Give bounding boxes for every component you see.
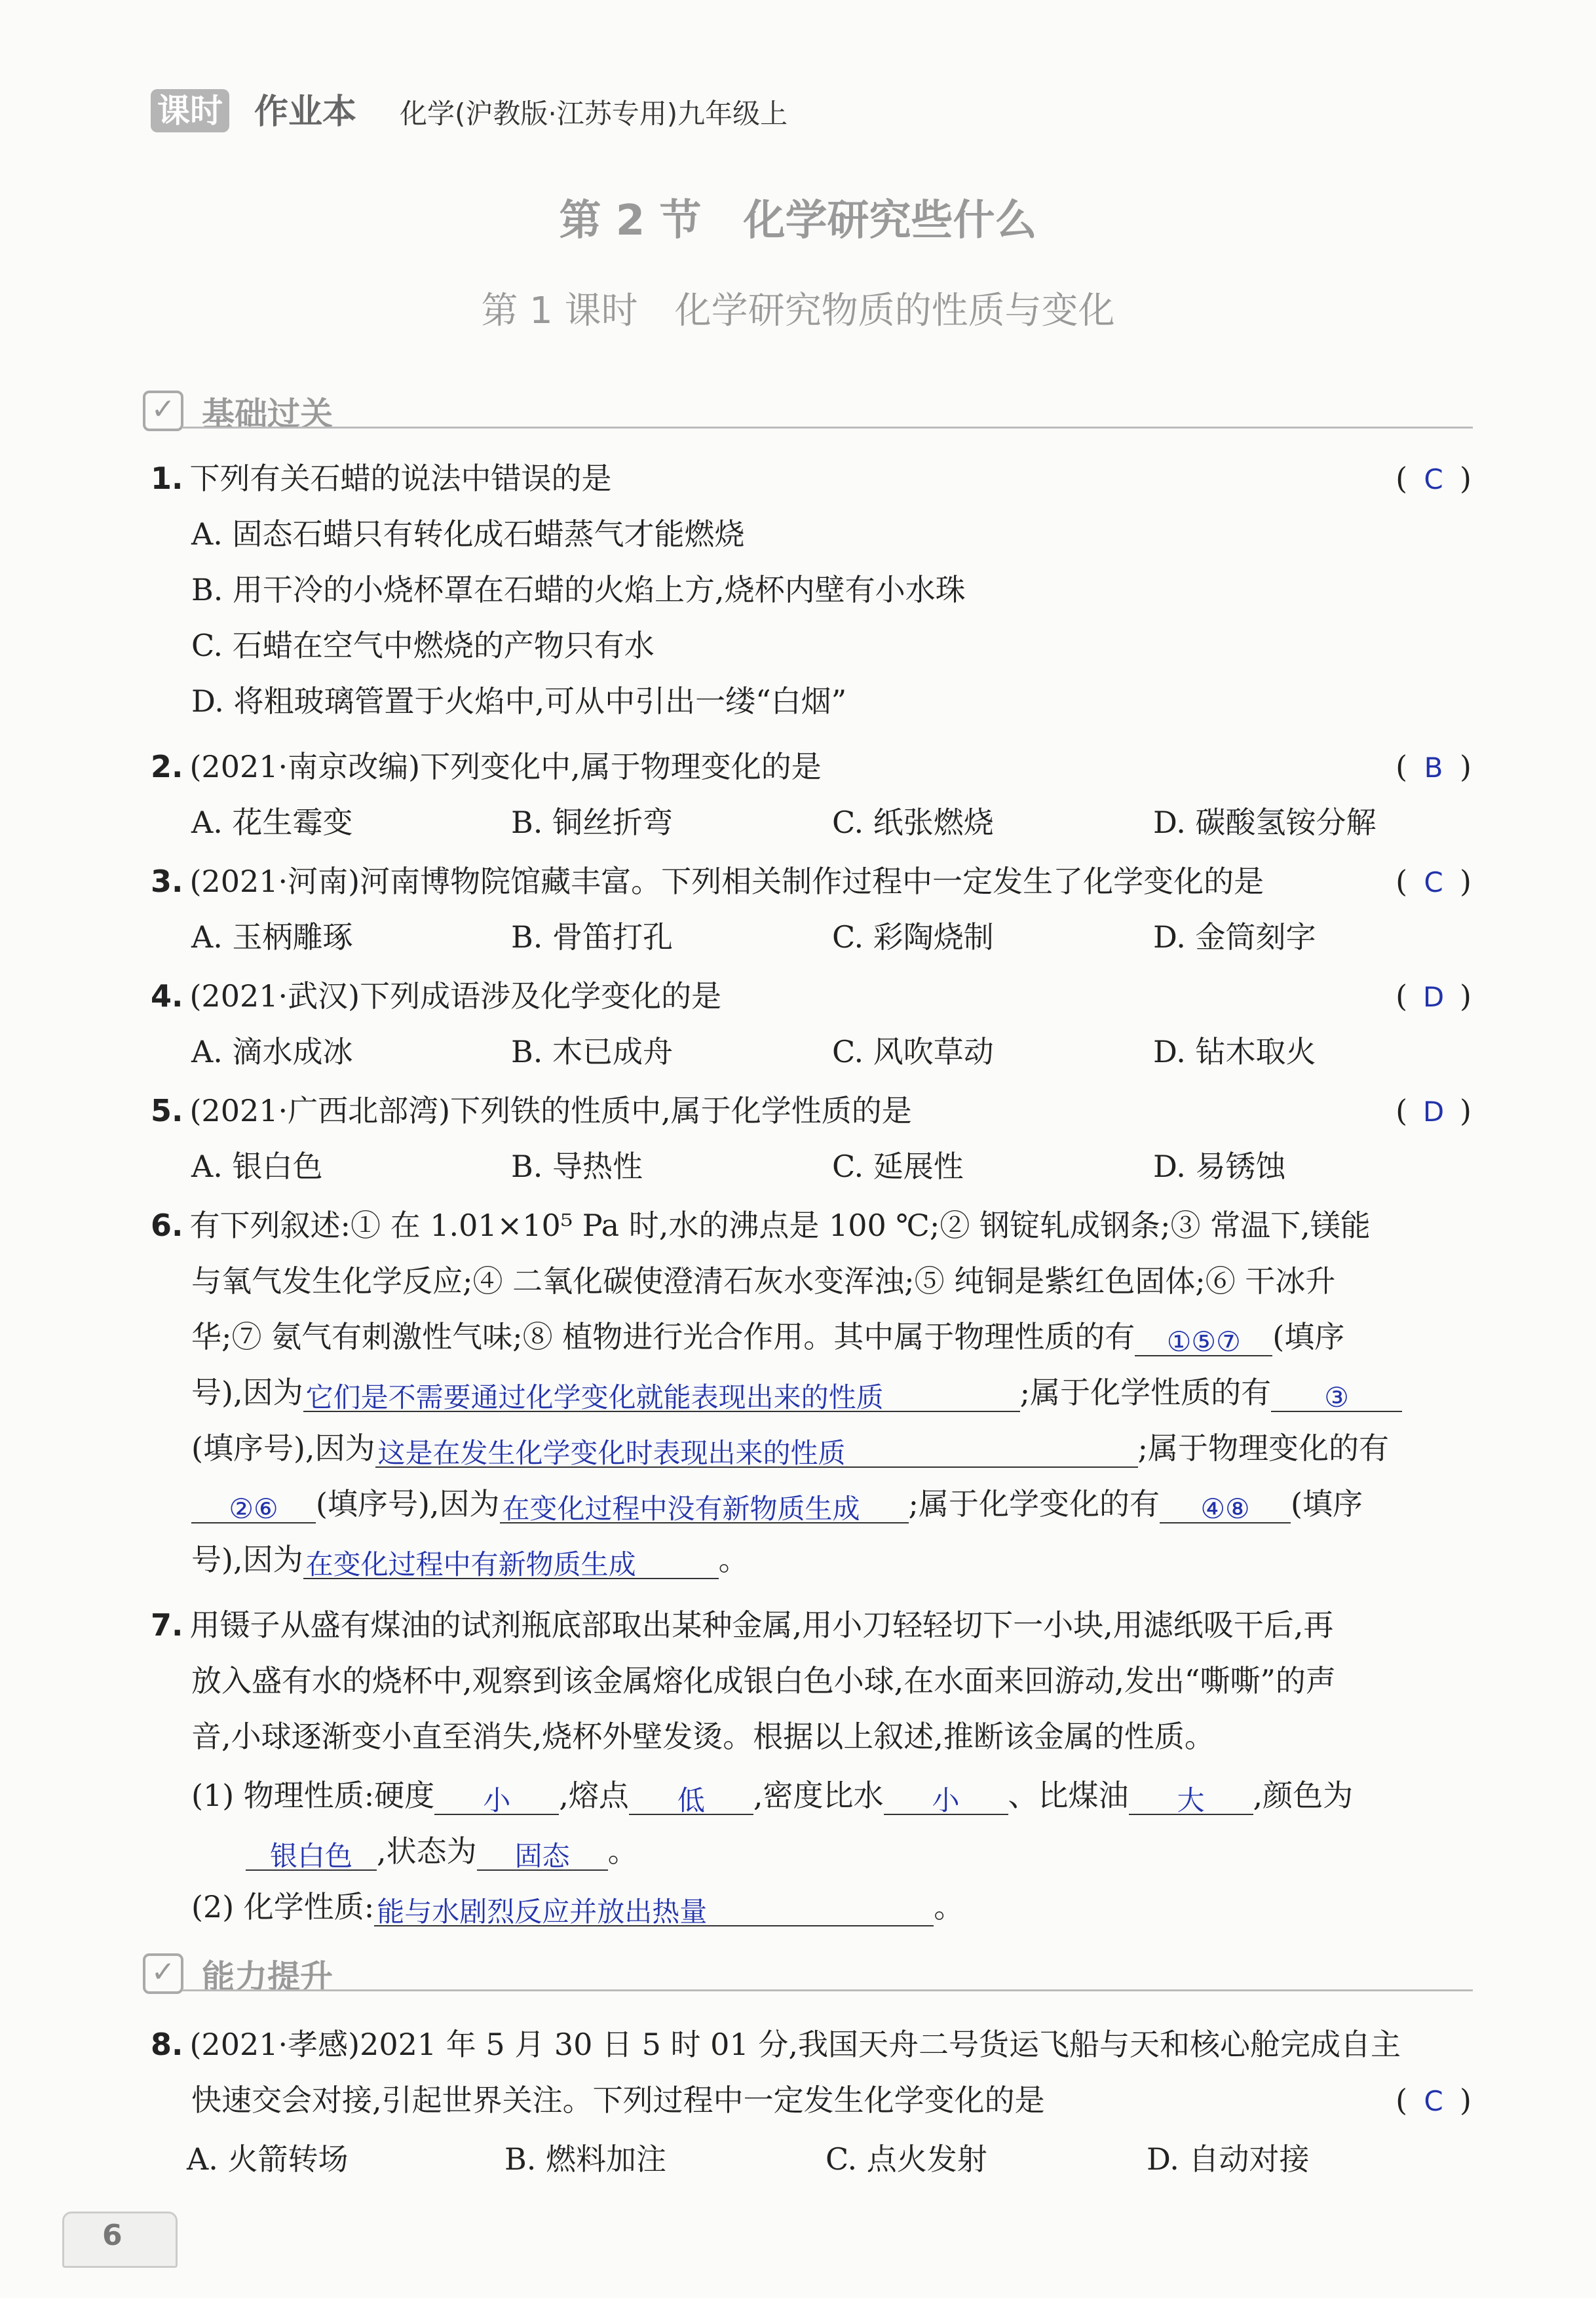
option: A. 火箭转场 <box>187 2141 349 2177</box>
header <box>151 85 1068 138</box>
section-ability-title: 能力提升 <box>202 1958 333 1996</box>
question-stem: (2021·河南)河南博物院馆藏丰富。下列相关制作过程中一定发生了化学变化的是 <box>189 864 1264 899</box>
fill-blank <box>1129 1780 1253 1815</box>
header-book: 作业本 <box>254 92 357 132</box>
fill-blank <box>303 1544 719 1579</box>
checkmark-icon: ✓ <box>143 1953 183 1994</box>
option: C. 风吹草动 <box>832 1034 994 1069</box>
question-7-part-1-cont <box>246 1831 638 1871</box>
handwritten-answer: ④⑧ <box>1200 1493 1250 1525</box>
question-text: (填序 <box>1272 1319 1345 1354</box>
section-basic-title: 基础过关 <box>202 395 333 433</box>
question-text: ,状态为 <box>377 1833 477 1869</box>
question-7-line: 放入盛有水的烧杯中,观察到该金属熔化成银白色小球,在水面来回游动,发出“嘶嘶”的声 <box>191 1663 1336 1698</box>
option: B. 导热性 <box>511 1149 643 1184</box>
checkmark-icon: ✓ <box>143 391 183 431</box>
fill-blank <box>1271 1377 1402 1412</box>
answer-bracket: ( C ) <box>1396 2080 1472 2121</box>
answer-bracket: ( C ) <box>1396 862 1472 902</box>
handwritten-answer: ①⑤⑦ <box>1166 1326 1241 1358</box>
lesson-title: 第 1 课时 化学研究物质的性质与变化 <box>481 290 1115 332</box>
question-number: 8. <box>151 2027 183 2062</box>
question-text: (2) 化学性质: <box>191 1889 375 1925</box>
question-text: (2021·孝感)2021 年 5 月 30 日 5 时 01 分,我国天舟二号货运飞船与天和核心舱完成自主 <box>189 2027 1401 2062</box>
page-number: 6 <box>102 2219 123 2252</box>
question-text: (填序号),因为 <box>316 1486 500 1522</box>
question-6-line <box>151 1206 1371 1245</box>
question-number: 7. <box>151 1607 183 1643</box>
answer: C <box>1424 2085 1443 2117</box>
option: B. 燃料加注 <box>504 2141 667 2177</box>
fill-blank <box>375 1432 1138 1468</box>
section-title: 第 2 节 化学研究些什么 <box>559 197 1037 245</box>
question-text: 、比煤油 <box>1008 1778 1129 1813</box>
fill-blank <box>629 1780 753 1815</box>
question-text: 号),因为 <box>191 1542 303 1577</box>
option: A. 银白色 <box>191 1149 323 1184</box>
handwritten-answer: 这是在发生化学变化时表现出来的性质 <box>377 1437 846 1469</box>
question-text: 。 <box>607 1833 638 1869</box>
option: A. 固态石蜡只有转化成石蜡蒸气才能燃烧 <box>191 516 745 552</box>
handwritten-answer: 小 <box>483 1784 511 1816</box>
fill-blank <box>303 1377 1020 1412</box>
handwritten-answer: ②⑥ <box>229 1493 278 1525</box>
answer: D <box>1422 981 1445 1013</box>
question-7-part-2 <box>191 1887 964 1926</box>
option: B. 用干冷的小烧杯罩在石蜡的火焰上方,烧杯内壁有小水珠 <box>191 572 966 607</box>
question-text: 用镊子从盛有煤油的试剂瓶底部取出某种金属,用小刀轻轻切下一小块,用滤纸吸干后,再 <box>189 1607 1334 1643</box>
section-basic <box>143 387 1473 432</box>
fill-blank <box>477 1835 608 1871</box>
question-text: ,颜色为 <box>1253 1778 1354 1813</box>
question-text: 号),因为 <box>191 1375 303 1410</box>
handwritten-answer: 在变化过程中没有新物质生成 <box>502 1493 860 1525</box>
handwritten-answer: 低 <box>677 1784 705 1816</box>
fill-blank <box>246 1835 377 1871</box>
divider <box>182 1989 1473 1991</box>
question-6-line <box>191 1428 1389 1468</box>
question-8-line: 快速交会对接,引起世界关注。下列过程中一定发生化学变化的是 <box>191 2082 1045 2118</box>
question-7-line: 音,小球逐渐变小直至消失,烧杯外壁发烫。根据以上叙述,推断该金属的性质。 <box>191 1719 1215 1754</box>
question-text: ;属于化学性质的有 <box>1019 1375 1272 1410</box>
handwritten-answer: 在变化过程中有新物质生成 <box>305 1548 636 1580</box>
header-logo: 课时 <box>151 89 229 132</box>
question-6-line <box>191 1373 1402 1412</box>
question-stem: (2021·武汉)下列成语涉及化学变化的是 <box>189 978 722 1014</box>
handwritten-answer: 它们是不需要通过化学变化就能表现出来的性质 <box>305 1381 884 1413</box>
question-4 <box>151 976 721 1016</box>
option: B. 铜丝折弯 <box>511 805 674 840</box>
fill-blank <box>1160 1488 1291 1523</box>
question-text: 有下列叙述:① 在 1.01×10⁵ Pa 时,水的沸点是 100 ℃;② 钢锭轧成钢条;③ 常温下,镁能 <box>189 1208 1371 1243</box>
answer: C <box>1424 866 1443 898</box>
question-text: ;属于化学变化的有 <box>908 1486 1160 1522</box>
question-text: ;属于物理变化的有 <box>1137 1430 1390 1466</box>
question-text: ,密度比水 <box>753 1778 884 1813</box>
question-number: 5. <box>151 1093 183 1128</box>
question-text: 。 <box>718 1542 749 1577</box>
option: C. 点火发射 <box>826 2141 987 2177</box>
answer-bracket: ( D ) <box>1396 1091 1472 1132</box>
question-stem: (2021·广西北部湾)下列铁的性质中,属于化学性质的是 <box>189 1093 912 1128</box>
fill-blank <box>191 1488 316 1523</box>
question-text: ,熔点 <box>559 1778 629 1813</box>
option: C. 彩陶烧制 <box>832 919 994 955</box>
handwritten-answer: 大 <box>1177 1784 1205 1816</box>
handwritten-answer: 能与水剧烈反应并放出热量 <box>377 1896 708 1928</box>
option: C. 石蜡在空气中燃烧的产物只有水 <box>191 628 655 663</box>
page-number-badge <box>62 2212 178 2268</box>
question-text: (填序号),因为 <box>191 1430 375 1466</box>
question-7-line <box>151 1605 1333 1645</box>
option: D. 钻木取火 <box>1153 1034 1316 1069</box>
answer-bracket: ( C ) <box>1396 459 1472 499</box>
handwritten-answer: 小 <box>932 1784 960 1816</box>
section-ability <box>143 1949 1473 1995</box>
option: B. 骨笛打孔 <box>511 919 674 955</box>
divider <box>182 427 1473 429</box>
question-5 <box>151 1091 912 1130</box>
handwritten-answer: 银白色 <box>269 1840 352 1872</box>
answer-bracket: ( D ) <box>1396 976 1472 1017</box>
question-number: 4. <box>151 978 183 1014</box>
option: D. 金筒刻字 <box>1153 919 1316 955</box>
question-6-line <box>191 1484 1363 1523</box>
question-text: (1) 物理性质:硬度 <box>191 1778 435 1813</box>
question-stem: 下列有关石蜡的说法中错误的是 <box>189 461 612 496</box>
question-6-line <box>191 1540 749 1579</box>
header-subject: 化学(沪教版·江苏专用)九年级上 <box>400 98 788 130</box>
question-stem: (2021·南京改编)下列变化中,属于物理变化的是 <box>189 749 822 784</box>
answer-bracket: ( B ) <box>1396 747 1472 788</box>
option: A. 滴水成冰 <box>191 1034 353 1069</box>
fill-blank <box>374 1891 934 1926</box>
handwritten-answer: 固态 <box>514 1840 570 1872</box>
question-text: 。 <box>934 1889 964 1925</box>
answer: B <box>1424 752 1443 784</box>
option: A. 花生霉变 <box>191 805 353 840</box>
option: C. 延展性 <box>832 1149 964 1184</box>
question-2 <box>151 747 822 786</box>
answer: C <box>1424 463 1443 495</box>
question-7-part-1 <box>191 1776 1353 1815</box>
option: A. 玉柄雕琢 <box>191 919 353 955</box>
option: D. 碳酸氢铵分解 <box>1153 805 1377 840</box>
question-1 <box>151 459 611 498</box>
option: C. 纸张燃烧 <box>832 805 994 840</box>
fill-blank <box>884 1780 1008 1815</box>
question-6-line: 与氧气发生化学反应;④ 二氧化碳使澄清石灰水变浑浊;⑤ 纯铜是紫红色固体;⑥ 干冰升 <box>191 1263 1336 1299</box>
question-number: 3. <box>151 864 183 899</box>
question-text: (填序 <box>1291 1486 1363 1522</box>
question-8-line <box>151 2025 1401 2064</box>
question-text: 华;⑦ 氨气有刺激性气味;⑧ 植物进行光合作用。其中属于物理性质的有 <box>191 1319 1135 1354</box>
question-3 <box>151 862 1264 901</box>
fill-blank <box>500 1488 909 1523</box>
question-6-line <box>191 1317 1344 1356</box>
fill-blank <box>434 1780 559 1815</box>
question-number: 1. <box>151 461 183 496</box>
question-number: 2. <box>151 749 183 784</box>
option: D. 自动对接 <box>1147 2141 1310 2177</box>
handwritten-answer: ③ <box>1324 1381 1349 1413</box>
fill-blank <box>1135 1321 1272 1356</box>
option: B. 木已成舟 <box>511 1034 674 1069</box>
answer: D <box>1422 1096 1445 1128</box>
option: D. 将粗玻璃管置于火焰中,可从中引出一缕“白烟” <box>191 683 847 719</box>
option: D. 易锈蚀 <box>1153 1149 1286 1184</box>
question-number: 6. <box>151 1208 183 1243</box>
